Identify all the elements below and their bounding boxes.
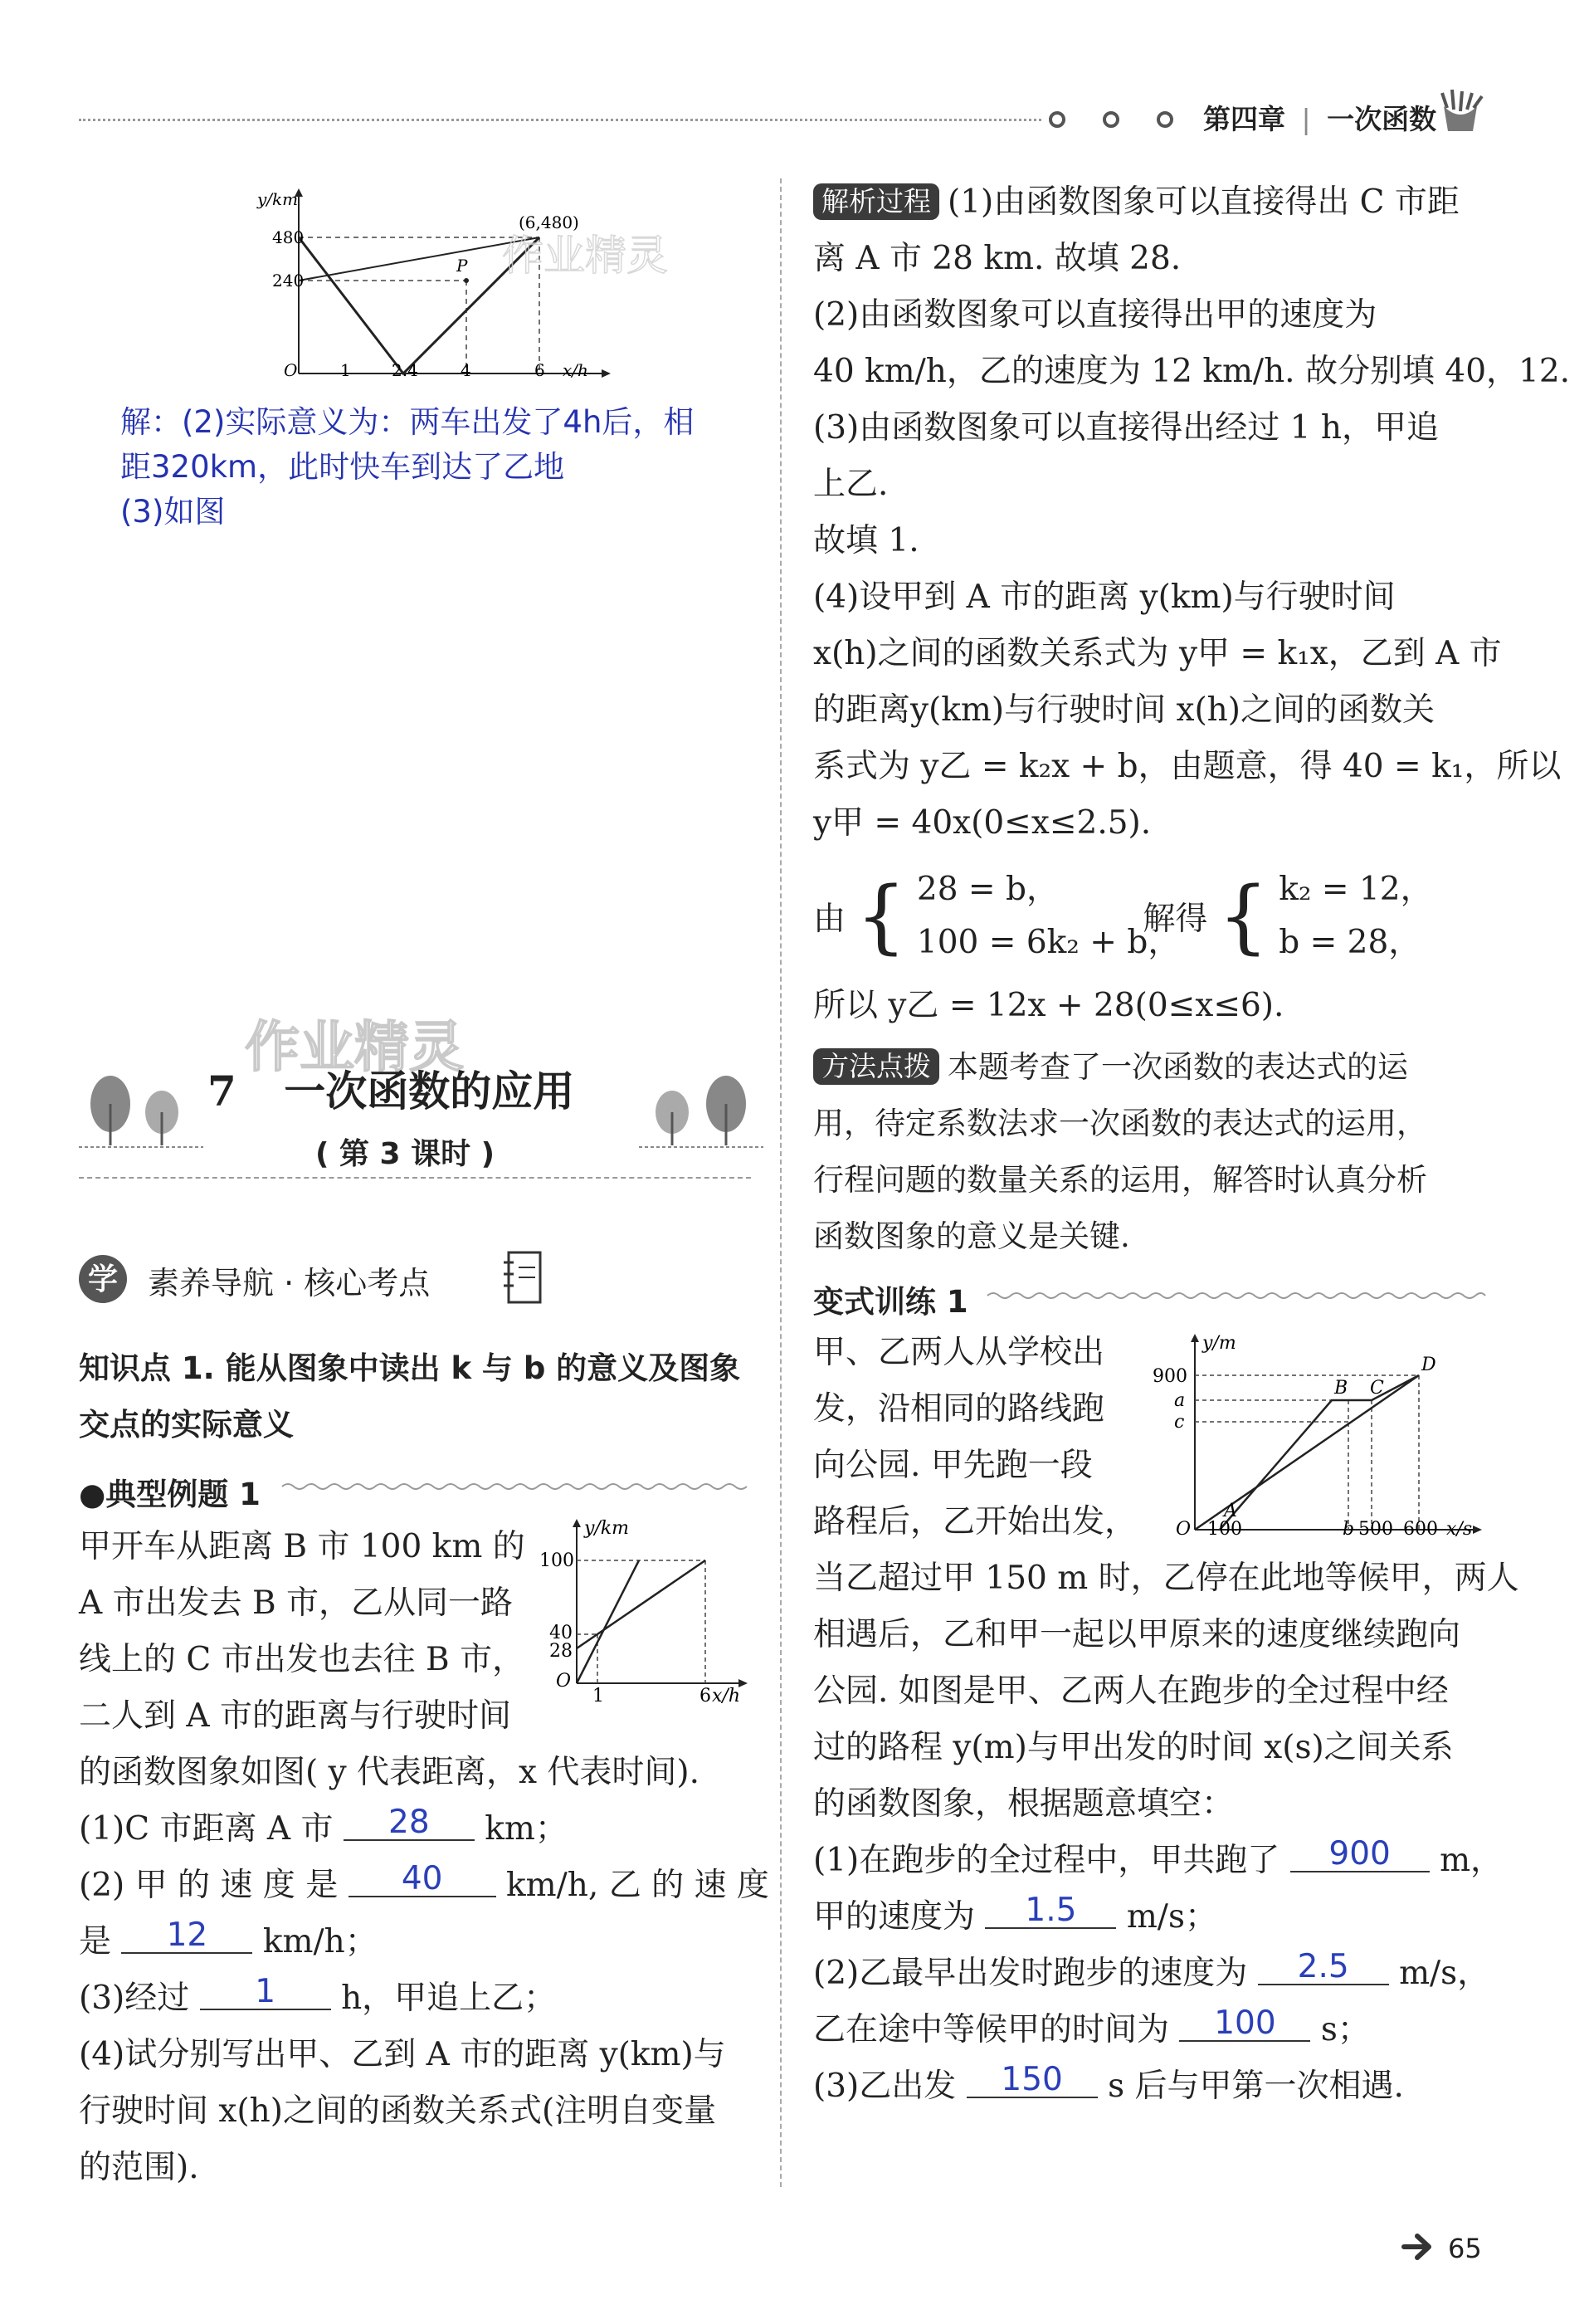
- method-block: [813, 1039, 1427, 1265]
- variant-chart-point-c: C: [1370, 1378, 1384, 1399]
- method-tag: 方法点拨: [813, 1048, 939, 1085]
- variant-q1: [813, 1833, 1519, 1889]
- variant-chart-x-label: x/s: [1446, 1519, 1473, 1540]
- analysis-line-8: (4)设甲到 A 市的距离 y(km)与行驶时间: [813, 579, 1396, 616]
- analysis-line-3: (2)由函数图象可以直接得出甲的速度为: [813, 296, 1377, 334]
- handwritten-line-3: (3)如图: [120, 494, 226, 530]
- variant-q2: [813, 1946, 1519, 2002]
- variant-q1-suffix: m，: [1440, 1842, 1504, 1879]
- equation-1b: 100 = 6k₂ + b，: [916, 924, 1181, 961]
- example-q1-prefix: (1)C 市距离 A 市: [79, 1810, 334, 1848]
- variant-q2b-prefix: 乙在途中等候甲的时间为: [813, 2011, 1170, 2048]
- example-q1: [79, 1801, 769, 1858]
- top-chart-origin: O: [284, 360, 298, 380]
- top-chart-point-label: (6,480): [519, 212, 579, 232]
- equation-middle: 解得: [1143, 901, 1208, 938]
- variant-q1b: [813, 1889, 1519, 1946]
- header-plant-icon: [1435, 90, 1485, 139]
- analysis-line-9: x(h)之间的函数关系式为 y甲 = k₁x，乙到 A 市: [813, 635, 1502, 672]
- variant-chart-y-tick-a: a: [1174, 1390, 1186, 1411]
- variant-q3-suffix: s 后与甲第一次相遇.: [1108, 2068, 1404, 2105]
- variant-heading-wave: [987, 1291, 1485, 1301]
- example-line-5: 的函数图象如图( y 代表距离，x 代表时间).: [79, 1754, 700, 1791]
- variant-line-chart: [1149, 1332, 1494, 1548]
- next-arrow-icon: [1402, 2233, 1437, 2264]
- top-chart-x-label: x/h: [563, 360, 588, 380]
- example-q3-prefix: (3)经过: [79, 1980, 190, 2017]
- variant-full-line-4: 过的路程 y(m)与甲出发的时间 x(s)之间关系: [813, 1729, 1454, 1766]
- variant-chart-x-tick-500: 500: [1358, 1519, 1393, 1540]
- section-watermark: 作业精灵: [245, 1015, 464, 1079]
- variant-q1b-prefix: 甲的速度为: [813, 1898, 976, 1936]
- example-line-4: 二人到 A 市的距离与行驶时间: [79, 1697, 511, 1735]
- example-q4-line-2: 行驶时间 x(h)之间的函数关系式(注明自变量: [79, 2092, 717, 2130]
- example-line-1: 甲开车从距离 B 市 100 km 的: [79, 1528, 525, 1565]
- variant-full-line-1: 当乙超过甲 150 m 时，乙停在此地等候甲，两人: [813, 1560, 1519, 1597]
- tree-left-icon: [79, 1071, 203, 1154]
- header-chapter-label: 第四章: [1203, 103, 1285, 135]
- handwritten-answer: [120, 400, 694, 535]
- method-line-3: 行程问题的数量关系的运用，解答时认真分析: [813, 1162, 1427, 1198]
- method-text-1: 本题考查了一次函数的表达式的运: [948, 1049, 1408, 1085]
- section-title-text: 一次函数的应用: [284, 1067, 575, 1116]
- top-chart-x-tick-2.4: 2.4: [392, 360, 418, 380]
- top-chart-point-p: P: [456, 256, 468, 276]
- variant-chart-origin: O: [1176, 1519, 1192, 1540]
- top-chart-x-tick-6: 6: [534, 360, 545, 380]
- top-chart-y-tick-480: 480: [272, 227, 305, 247]
- column-divider: [780, 178, 782, 2187]
- header-title: 一次函数: [1327, 103, 1437, 135]
- analysis-block: [813, 174, 1570, 852]
- example-q2: [79, 1858, 769, 1914]
- top-line-chart: [249, 187, 668, 386]
- variant-q3: [813, 2058, 1519, 2115]
- header-dotted-rule: [79, 119, 1041, 121]
- example-q2-middle: km/h, 乙 的 速 度: [506, 1867, 769, 1904]
- equation-2b: b = 28，: [1279, 924, 1421, 961]
- equation-1a: 28 = b，: [916, 871, 1059, 908]
- variant-q2b: [813, 2002, 1519, 2058]
- variant-chart-y-tick-c: c: [1174, 1412, 1185, 1433]
- method-line-1: [813, 1039, 1427, 1096]
- example-q4-line-3: 的范围).: [79, 2149, 199, 2186]
- variant-chart-x-tick-600: 600: [1403, 1519, 1438, 1540]
- variant-q1b-suffix: m/s；: [1126, 1898, 1217, 1936]
- analysis-line-5: (3)由函数图象可以直接得出经过 1 h，甲追: [813, 409, 1439, 447]
- analysis-final: 所以 y乙 = 12x + 28(0≤x≤6).: [813, 987, 1284, 1024]
- top-chart-x-tick-1: 1: [340, 360, 351, 380]
- example-q3-suffix: h，甲追上乙；: [341, 1980, 557, 2017]
- equation-prefix: 由: [813, 901, 846, 938]
- analysis-line-6: 上乙.: [813, 466, 889, 503]
- variant-chart-x-tick-b: b: [1343, 1519, 1355, 1540]
- example-chart-x-tick-1: 1: [592, 1686, 604, 1706]
- guide-badge-text: 学: [87, 1262, 118, 1296]
- header-chapter: [1203, 98, 1436, 137]
- handwritten-line-1: 解：(2)实际意义为：两车出发了4h后，相: [120, 404, 695, 440]
- variant-q2-prefix: (2)乙最早出发时跑步的速度为: [813, 1955, 1248, 1992]
- variant-q2b-answer[interactable]: 100: [1179, 2007, 1310, 2042]
- page-number: 65: [1448, 2233, 1482, 2264]
- analysis-line-2: 离 A 市 28 km. 故填 28.: [813, 240, 1182, 277]
- top-chart-x-tick-4: 4: [461, 360, 471, 380]
- top-chart-y-tick-240: 240: [272, 271, 305, 290]
- variant-left-line-3: 向公园. 甲先跑一段: [813, 1447, 1093, 1484]
- example-q4-line-1: (4)试分别写出甲、乙到 A 市的距离 y(km)与: [79, 2036, 726, 2073]
- variant-chart-y-tick-900: 900: [1153, 1366, 1187, 1387]
- variant-left-line-2: 发，沿相同的路线跑: [813, 1390, 1105, 1428]
- variant-full-line-3: 公园. 如图是甲、乙两人在跑步的全过程中经: [813, 1672, 1449, 1710]
- example-q2-suffix: km/h；: [262, 1923, 378, 1960]
- analysis-line-4: 40 km/h，乙的速度为 12 km/h. 故分别填 40，12.: [813, 353, 1571, 390]
- variant-q1-prefix: (1)在跑步的全过程中，甲共跑了: [813, 1842, 1280, 1879]
- example-chart-y-tick-100: 100: [539, 1550, 574, 1571]
- example-q2-cont: [79, 1914, 769, 1970]
- equation-system: [813, 863, 1433, 969]
- variant-left-line-1: 甲、乙两人从学校出: [813, 1334, 1105, 1371]
- variant-chart-y-label: y/m: [1202, 1333, 1236, 1354]
- analysis-line-11: 系式为 y乙 = k₂x + b，由题意，得 40 = k₁，所以: [813, 748, 1562, 785]
- example-line-3: 线上的 C 市出发也去往 B 市，: [79, 1641, 525, 1678]
- example-chart-y-label: y/km: [584, 1518, 630, 1539]
- equation-system-2: [1279, 863, 1432, 969]
- analysis-text-1: (1)由函数图象可以直接得出 C 市距: [948, 183, 1460, 221]
- variant-full-line-2: 相遇后，乙和甲一起以甲原来的速度继续跑向: [813, 1616, 1461, 1653]
- variant-chart-x-tick-100: 100: [1207, 1519, 1242, 1540]
- example-q2-prefix: (2) 甲 的 速 度 是: [79, 1867, 339, 1904]
- example-q3: [79, 1970, 769, 2027]
- variant-q2-answer[interactable]: 2.5: [1258, 1950, 1389, 1985]
- equation-brace-2: {: [1217, 870, 1269, 963]
- variant-chart-point-b: B: [1334, 1378, 1348, 1399]
- example-q1-suffix: km；: [485, 1810, 568, 1848]
- knowledge-line-1: 知识点 1. 能从图象中读出 k 与 b 的意义及图象: [79, 1350, 741, 1386]
- tree-right-icon: [639, 1071, 763, 1154]
- analysis-line-12: y甲 = 40x(0≤x≤2.5).: [813, 804, 1152, 842]
- guide-badge: [79, 1255, 127, 1303]
- notebook-icon: [502, 1249, 543, 1307]
- variant-q3-prefix: (3)乙出发: [813, 2068, 957, 2105]
- variant-left-line-4: 路程后，乙开始出发，: [813, 1503, 1138, 1540]
- handwritten-line-2: 距320km，此时快车到达了乙地: [120, 449, 565, 485]
- analysis-line-1: [813, 174, 1570, 231]
- example-line-2: A 市出发去 B 市，乙从同一路: [79, 1584, 514, 1622]
- analysis-tag: 解析过程: [813, 183, 939, 220]
- section-subtitle: ( 第 3 课时 ): [315, 1137, 495, 1171]
- guide-title: 素养导航 · 核心考点: [148, 1265, 431, 1301]
- example-chart-y-tick-28: 28: [549, 1641, 573, 1662]
- method-line-2: 用，待定系数法求一次函数的表达式的运用，: [813, 1106, 1427, 1141]
- example-q3-answer[interactable]: 1: [200, 1975, 331, 2010]
- example-q2-answer-2[interactable]: 12: [121, 1919, 252, 1954]
- section-number: 7: [207, 1067, 236, 1116]
- variant-q3-answer[interactable]: 150: [967, 2063, 1098, 2098]
- variant-chart-point-a: A: [1224, 1501, 1237, 1521]
- top-chart-watermark: 作业精灵: [502, 232, 668, 280]
- knowledge-point: [79, 1340, 740, 1453]
- equation-brace-1: {: [855, 870, 907, 963]
- example-chart-origin: O: [556, 1671, 572, 1692]
- variant-q2b-suffix: s；: [1320, 2011, 1370, 2048]
- example-chart-x-label: x/h: [712, 1686, 740, 1706]
- example-heading: ●典型例题 1: [79, 1477, 261, 1512]
- example-chart-x-tick-6: 6: [699, 1686, 711, 1706]
- example-line-chart: [531, 1517, 755, 1708]
- method-line-4: 函数图象的意义是关键.: [813, 1218, 1130, 1254]
- variant-q1-answer[interactable]: 900: [1290, 1838, 1430, 1872]
- section-divider: [79, 1177, 751, 1179]
- analysis-line-7: 故填 1.: [813, 522, 919, 559]
- header-divider: |: [1301, 103, 1311, 135]
- example-q2-prefix-2: 是: [79, 1923, 112, 1960]
- section-title: [207, 1058, 574, 1118]
- top-chart-y-label: y/km: [257, 189, 299, 209]
- example-q2-answer-1[interactable]: 40: [349, 1863, 496, 1897]
- variant-q1b-answer[interactable]: 1.5: [985, 1894, 1116, 1929]
- header-circle-icons: [1047, 109, 1188, 134]
- example-heading-wave: [282, 1482, 747, 1492]
- variant-full-line-5: 的函数图象，根据题意填空：: [813, 1785, 1235, 1823]
- equation-2a: k₂ = 12，: [1279, 871, 1433, 908]
- example-chart-y-tick-40: 40: [549, 1623, 573, 1643]
- variant-chart-point-d: D: [1421, 1355, 1436, 1375]
- variant-q2-suffix: m/s，: [1399, 1955, 1490, 1992]
- variant-heading: 变式训练 1: [813, 1284, 968, 1320]
- analysis-line-10: 的距离y(km)与行驶时间 x(h)之间的函数关: [813, 691, 1435, 729]
- example-q1-answer[interactable]: 28: [344, 1806, 475, 1841]
- knowledge-line-2: 交点的实际意义: [79, 1407, 294, 1443]
